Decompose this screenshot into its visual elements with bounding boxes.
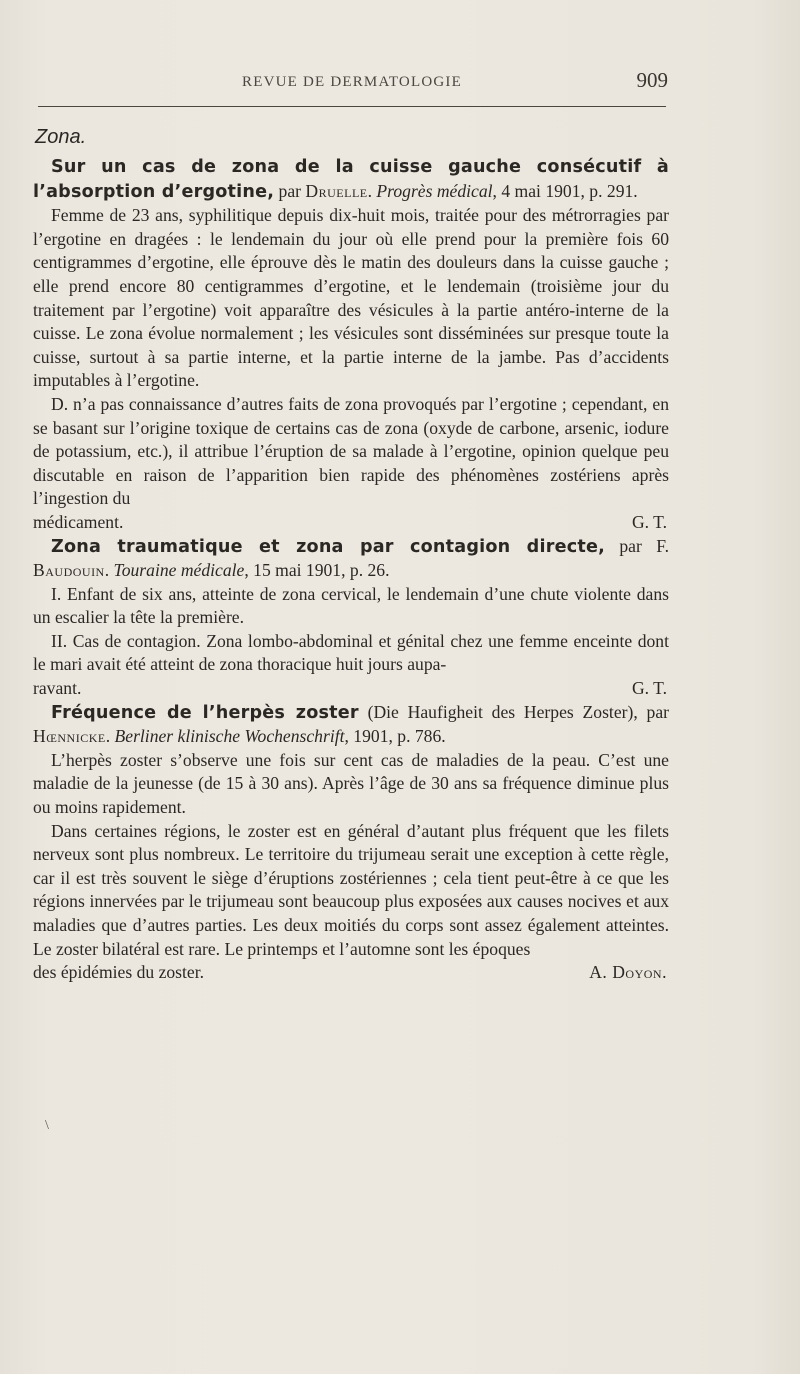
article-3-title: Fréquence de l’herpès zoster <box>51 702 359 723</box>
page-header <box>36 66 668 98</box>
article-1-citation: , 4 mai 1901, p. 291. <box>492 180 638 201</box>
article-2-journal: Touraine médicale <box>113 560 245 581</box>
article-2-title: Zona traumatique et zona par contagion directe, <box>51 536 605 557</box>
article-2-paragraph-1: I. Enfant de six ans, atteinte de zona cervical, le lendemain d’une chute violente dans un escalier la tête la première. <box>33 583 669 628</box>
article-3-journal: Berliner klinische Wochenschrift <box>114 726 345 747</box>
article-1-journal: Progrès médical <box>376 180 493 201</box>
article-2-author: Baudouin <box>33 560 105 581</box>
article-1-paragraph-1: Femme de 23 ans, syphilitique depuis dix-huit mois, traitée pour des métrorragies par l’ergotine en dragées : le lendemain du jour où elle prend pour la première fois 60 centigrammes d’ergotine, elle éprouve dès le matin des douleurs dans la cuisse gauche ; elle prend encore 80 centigrammes d’ergotine, et le lendemain (troisième jour du traitement par l’ergotine) voit apparaître des vésicules à la partie antéro-interne de la cuisse. Le zona évolue normalement ; les vésicules sont disséminées sur presque toute la cuisse, surtout à sa partie interne, et la partie interne de la jambe. Pas d’accidents imputables à l’ergotine. <box>33 205 669 391</box>
article-2-signature: G. T. <box>631 678 667 699</box>
running-head: REVUE DE DERMATOLOGIE <box>242 74 462 90</box>
article-2-citation: , 15 mai 1901, p. 26. <box>244 560 390 581</box>
article-3-closing <box>33 961 669 985</box>
article-3-paragraph-1: L’herpès zoster s’observe une fois sur cent cas de maladies de la peau. C’est une maladie de la jeunesse (de 15 à 30 ans). Après l’âge de 30 ans sa fréquence diminue plus ou moins rapidement. <box>33 749 669 818</box>
article-1-paragraph-2: D. n’a pas connaissance d’autres faits de zona provoqués par l’ergotine ; cependant, en se basant sur l’origine toxique de certains cas de zona (oxyde de carbone, arsenic, iodure de potassium, etc.), il attribue l’éruption de sa malade à l’ergotine, opinion quelque peu discutable en raison de l’apparition bien rapide des phénomènes zostériens après l’ingestion du <box>33 393 669 509</box>
page-number: 909 <box>636 68 668 92</box>
section-title: Zona. <box>35 126 87 148</box>
article-1-author: Druelle <box>305 180 368 201</box>
article-1-last-word: médicament. <box>33 511 124 532</box>
article-2-last-word: ravant. <box>33 678 82 699</box>
article-1-heading: Sur un cas de zona de la cuisse gauche consécutif à l’absorption d’ergotine, par Druelle. Progrès médical, 4 mai 1901, p. 291. <box>33 157 669 202</box>
header-rule <box>38 106 666 107</box>
article-1-signature: G. T. <box>631 511 667 532</box>
article-2-paragraph-2: II. Cas de contagion. Zona lombo-abdominal et génital chez une femme enceinte dont le mari avait été atteint de zona thoracique huit jours aupa- <box>33 630 669 675</box>
article-1-closing <box>33 511 669 535</box>
article-3-last-word: des épidémies du zoster. <box>33 962 205 983</box>
article-3-citation: , 1901, p. 786. <box>344 726 446 747</box>
article-1 <box>33 155 669 535</box>
article-2 <box>33 535 669 701</box>
article-1-title: Sur un cas de zona de la cuisse gauche consécutif à l’absorption d’ergotine, <box>33 157 669 202</box>
article-3-signature: A. Doyon. <box>589 962 667 983</box>
article-3-author: Hœnnicke <box>33 726 106 747</box>
article-3 <box>33 701 669 985</box>
article-3-heading: Fréquence de l’herpès zoster (Die Haufigheit des Herpes Zoster), par Hœnnicke. Berliner klinische Wochenschrift, 1901, p. 786. <box>33 701 669 747</box>
stray-mark: \ <box>45 1118 49 1133</box>
body-text <box>33 124 669 985</box>
article-2-closing <box>33 677 669 701</box>
article-2-heading: Zona traumatique et zona par contagion directe, par F. Baudouin. Touraine médicale, 15 mai 1901, p. 26. <box>33 535 669 581</box>
article-3-paragraph-2: Dans certaines régions, le zoster est en général d’autant plus fréquent que les filets nerveux sont plus nombreux. Le territoire du trijumeau serait une exception à cette règle, car il est très souvent le siège d’éruptions zostériennes ; cela tient peut-être à ce que les régions innervées par le trijumeau sont beaucoup plus exposées aux causes nocives et aux maladies que d’autres parties. Les deux moitiés du corps sont assez également atteintes. Le zoster bilatéral est rare. Le printemps et l’automne sont les époques <box>33 820 669 959</box>
